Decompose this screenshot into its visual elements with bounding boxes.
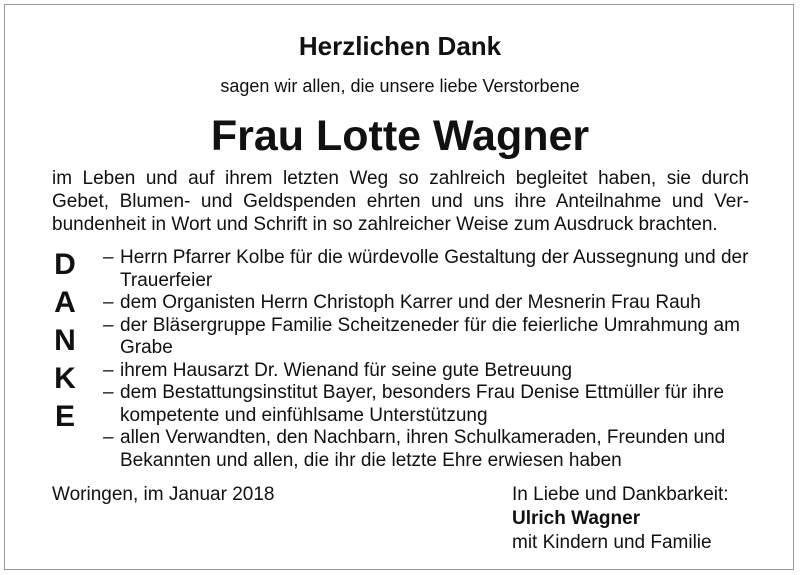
danke-letter: N	[54, 324, 76, 357]
thanks-item	[103, 247, 763, 292]
thanks-item	[103, 292, 763, 315]
family-line: mit Kindern und Familie	[512, 532, 712, 553]
thanks-item-text: Herrn Pfarrer Kolbe für die würdevolle Gestaltung der Aussegnung und der Trauerfeier	[120, 247, 749, 291]
danke-letter: K	[54, 362, 76, 395]
notice-subheading: sagen wir allen, die unsere liebe Verstorbene	[220, 76, 580, 96]
thanks-item-text: der Bläsergruppe Familie Scheitzeneder für die feierliche Umrahmung am Grabe	[120, 314, 740, 358]
thanks-item-text: allen Verwandten, den Nachbarn, ihren Schulkameraden, Freunden und Bekannten und allen, die ihr die letzte Ehre erwiesen haben	[120, 427, 726, 471]
notice-heading: Herzlichen Dank	[298, 31, 502, 61]
danke-letter: D	[54, 248, 76, 281]
signature-block	[512, 483, 729, 555]
place-and-date: Woringen, im Januar 2018	[52, 484, 275, 505]
list-dash: –	[103, 247, 114, 268]
thanks-list	[103, 247, 763, 472]
thanks-item	[103, 360, 763, 383]
list-dash: –	[103, 292, 114, 313]
danke-vertical-word	[50, 246, 80, 436]
list-dash: –	[103, 359, 114, 381]
closing-phrase: In Liebe und Dankbarkeit:	[512, 484, 729, 505]
thanks-item-text: dem Organisten Herrn Christoph Karrer und der Mesnerin Frau Rauh	[120, 292, 701, 313]
intro-paragraph	[52, 167, 749, 236]
list-dash: –	[103, 382, 114, 403]
thanks-item-text: dem Bestattungsinstitut Bayer, besonders Frau Denise Ettmüller für ihre kompetente und einfühlsame Unterstützung	[120, 382, 725, 426]
thanks-item	[103, 315, 763, 360]
thanks-item	[103, 427, 763, 472]
intro-line: im Leben und auf ihrem letzten Weg so zahlreich begleitet haben, sie durch	[52, 168, 749, 189]
thanks-item-text: ihrem Hausarzt Dr. Wienand für seine gute Betreuung	[120, 359, 573, 381]
intro-line: bundenheit in Wort und Schrift in so zahlreicher Weise zum Ausdruck brachten.	[52, 214, 718, 235]
deceased-name: Frau Lotte Wagner	[210, 112, 590, 160]
intro-line: Gebet, Blumen- und Geldspenden ehrten und uns ihre Anteilnahme und Ver-	[52, 191, 749, 212]
danke-letter: E	[54, 400, 75, 433]
list-dash: –	[103, 427, 114, 448]
danke-letter: A	[54, 286, 76, 319]
list-dash: –	[103, 314, 114, 336]
signer-name: Ulrich Wagner	[512, 508, 641, 529]
thanks-item	[103, 382, 763, 427]
